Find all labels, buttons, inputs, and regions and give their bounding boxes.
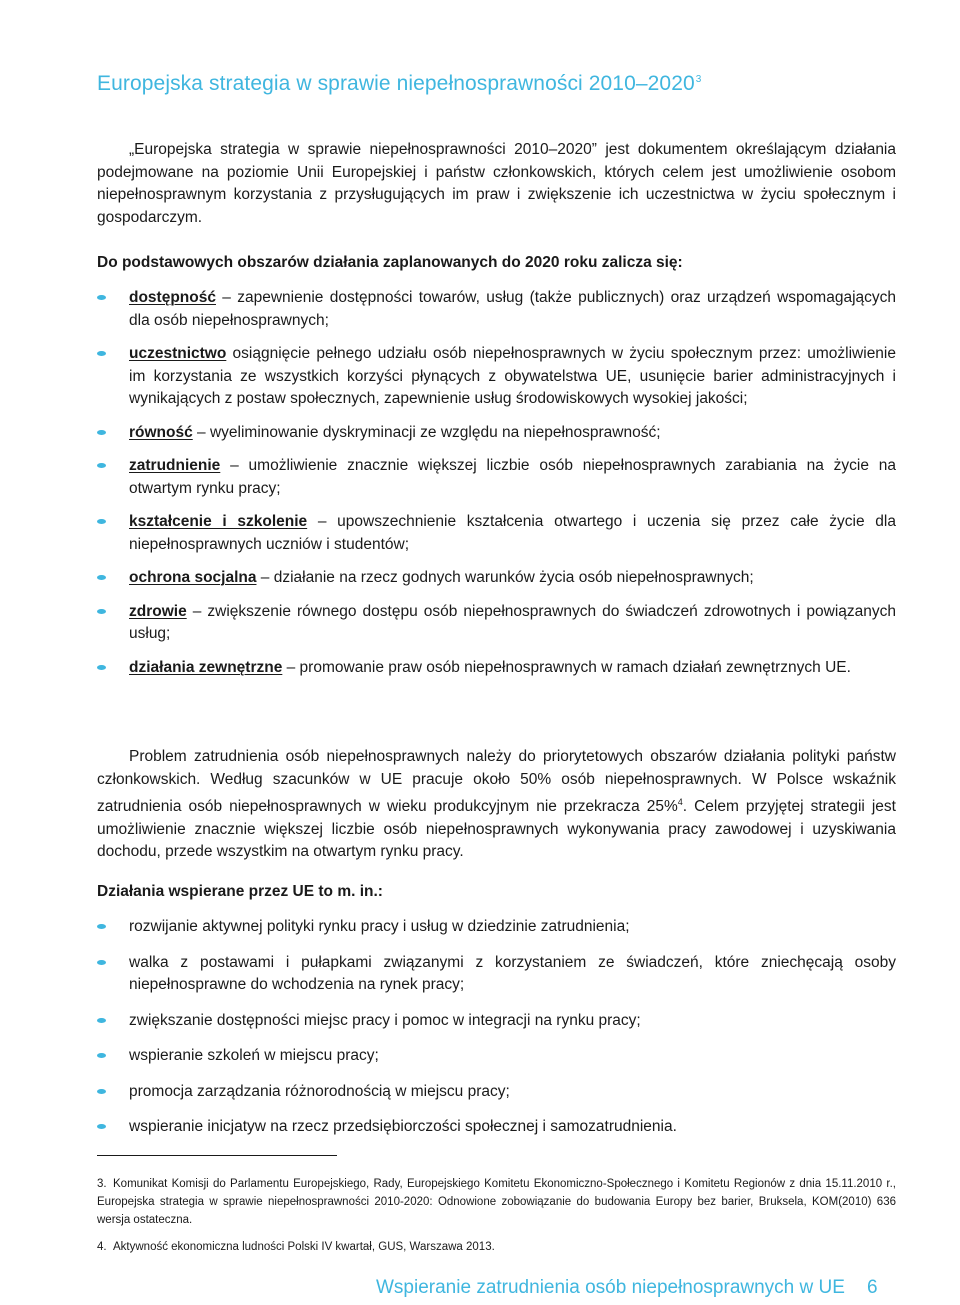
area-term: działania zewnętrzne <box>129 658 283 676</box>
bullet-icon <box>97 463 106 468</box>
area-item <box>97 567 896 590</box>
area-item <box>97 343 896 411</box>
bullet-icon <box>97 1018 106 1023</box>
area-term: dostępność <box>129 289 216 306</box>
page-footer <box>376 1277 878 1299</box>
footnote-text: Komunikat Komisji do Parlamentu Europejskiego, Rady, Europejskiego Komitetu Ekonomiczno-Społecznego i Komitetu Regionów z dnia 15.11.2010 r., Europejska strategia w sprawie niepełnosprawności 2010-2020: Odnowione zobowiązanie do budowania Europy bez barier, Bruksela, KOM(2010) 636 wersja ostateczna. <box>97 1178 896 1226</box>
intro-paragraph: „Europejska strategia w sprawie niepełnosprawności 2010–2020” jest dokumentem określającym działania podejmowane na poziomie Unii Europejskiej i państw członkowskich, których celem jest umożliwienie osobom niepełnosprawnym korzystania z przysługujących im praw i zwiększenie ich uczestnictwa w życiu społecznym i gospodarczym. <box>97 141 896 226</box>
footnote-4 <box>97 1238 896 1256</box>
area-item <box>97 287 896 332</box>
action-text: wspieranie szkoleń w miejscu pracy; <box>129 1047 379 1064</box>
area-term: ochrona socjalna <box>129 569 257 586</box>
bullet-icon <box>97 609 106 614</box>
action-text: walka z postawami i pułapkami związanymi z korzystaniem ze świadczeń, które zniechęcają osoby niepełnosprawne do wchodzenia na rynek pracy; <box>129 953 896 993</box>
bullet-icon <box>97 351 106 356</box>
footer-title: Wspieranie zatrudnienia osób niepełnosprawnych w UE <box>376 1277 845 1298</box>
action-item <box>97 1010 896 1033</box>
action-item <box>97 1081 896 1104</box>
bullet-icon <box>97 575 106 580</box>
area-description: – zapewnienie dostępności towarów, usług (także publicznych) oraz urządzeń wspomagających dla osób niepełnosprawnych; <box>129 289 896 329</box>
bullet-icon <box>97 519 106 524</box>
area-term: uczestnictwo <box>129 345 227 362</box>
action-text: promocja zarządzania różnorodnością w miejscu pracy; <box>129 1082 510 1100</box>
action-text: rozwijanie aktywnej polityki rynku pracy i usług w dziedzinie zatrudnienia; <box>129 918 630 935</box>
footnote-3 <box>97 1175 896 1229</box>
page-title <box>97 72 701 96</box>
area-description: – umożliwienie znacznie większej liczbie osób niepełnosprawnych zarabiania na życie na otwartym rynku pracy; <box>129 457 896 497</box>
area-item <box>97 601 896 646</box>
bullet-icon <box>97 960 106 965</box>
employment-paragraph <box>97 746 896 864</box>
area-term: zdrowie <box>129 602 187 620</box>
footnote-number: 3. <box>97 1178 107 1190</box>
area-description: – promowanie praw osób niepełnosprawnych w ramach działań zewnętrznych UE. <box>282 658 851 676</box>
area-item <box>97 511 896 556</box>
area-term: równość <box>129 423 193 441</box>
area-description: – zwiększenie równego dostępu osób niepełnosprawnych do świadczeń zdrowotnych i powiązanych usług; <box>129 602 896 642</box>
area-term: kształcenie i szkolenie <box>129 513 308 530</box>
actions-list <box>97 916 896 1139</box>
area-term: zatrudnienie <box>129 457 221 474</box>
area-description: – działanie na rzecz godnych warunków życia osób niepełnosprawnych; <box>256 569 754 586</box>
bullet-icon <box>97 665 106 670</box>
area-description: osiągnięcie pełnego udziału osób niepełnosprawnych w życiu społecznym przez: umożliwienie im korzystania ze wszystkich korzyści płynących z obywatelstwa UE, usunięcie barier administracyjnych i wynikających z postaw społecznych, zapewnienie usług środowiskowych wysokiej jakości; <box>129 345 896 407</box>
footnote-divider <box>97 1155 337 1156</box>
area-item <box>97 422 896 445</box>
title-footnote-ref[interactable]: 3 <box>695 74 702 85</box>
action-item <box>97 916 896 939</box>
area-description: – wyeliminowanie dyskryminacji ze względu na niepełnosprawność; <box>192 423 661 441</box>
area-item <box>97 455 896 500</box>
actions-heading: Działania wspierane przez UE to m. in.: <box>97 883 383 900</box>
action-item <box>97 1045 896 1068</box>
areas-heading: Do podstawowych obszarów działania zaplanowanych do 2020 roku zalicza się: <box>97 254 683 271</box>
action-item <box>97 1116 896 1139</box>
areas-list <box>97 287 896 679</box>
page-title-text: Europejska strategia w sprawie niepełnosprawności 2010–2020 <box>97 72 695 95</box>
bullet-icon <box>97 295 106 300</box>
page-number: 6 <box>866 1277 878 1298</box>
bullet-icon <box>97 430 106 435</box>
bullet-icon <box>97 1053 106 1058</box>
action-text: wspieranie inicjatyw na rzecz przedsiębiorczości społecznej i samozatrudnienia. <box>129 1118 677 1135</box>
bullet-icon <box>97 924 106 929</box>
footnote-text: Aktywność ekonomiczna ludności Polski IV kwartał, GUS, Warszawa 2013. <box>113 1241 495 1253</box>
action-item <box>97 952 896 997</box>
action-text: zwiększanie dostępności miejsc pracy i pomoc w integracji na rynku pracy; <box>129 1011 641 1029</box>
bullet-icon <box>97 1124 106 1129</box>
footnote-number: 4. <box>97 1241 107 1253</box>
employment-text-b: . Celem przyjętej strategii jest umożliwienie znacznie większej liczbie osób niepełnosprawnych wykonywania pracy zawodowej i uzyskiwania dochodu, przede wszystkim na otwartym rynku pracy. <box>97 798 896 861</box>
area-item <box>97 657 896 680</box>
bullet-icon <box>97 1089 106 1094</box>
employment-footnote-ref[interactable]: 4 <box>677 797 683 807</box>
area-description: – upowszechnienie kształcenia otwartego i uczenia się przez całe życie dla niepełnosprawnych uczniów i studentów; <box>129 513 896 553</box>
employment-text-a: Problem zatrudnienia osób niepełnosprawnych należy do priorytetowych obszarów działania polityki państw członkowskich. Według szacunków w UE pracuje około 50% osób niepełnosprawnych. W Polsce wskaźnik zatrudnienia osób niepełnosprawnych w wieku produkcyjnym nie przekracza 25% <box>97 748 896 816</box>
